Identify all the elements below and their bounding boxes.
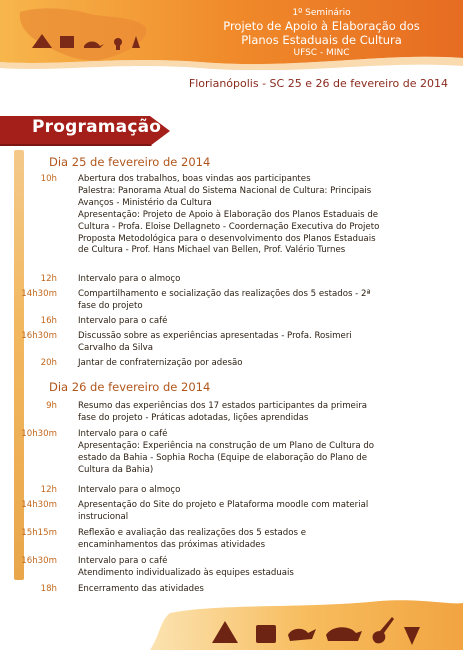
- description-line: Carvalho da Silva: [78, 342, 154, 353]
- description-line: instrucional: [78, 511, 129, 522]
- schedule-time: 16h30m: [21, 331, 57, 341]
- city-date: Florianópolis - SC 25 e 26 de fevereiro de 2014: [188, 77, 448, 90]
- schedule-description: [78, 528, 446, 552]
- schedule-description: [78, 358, 446, 370]
- description-line: Apresentação: Experiência na construção de um Plano de Cultura do: [78, 440, 375, 451]
- description-line: Intervalo para o almoço: [78, 274, 181, 284]
- schedule-description: [78, 485, 446, 497]
- schedule-description: [78, 556, 446, 580]
- schedule-time: 16h30m: [21, 556, 57, 566]
- description-line: fase do projeto: [78, 300, 143, 311]
- timeline-rule: [14, 150, 24, 580]
- schedule-time: 20h: [40, 358, 57, 368]
- schedule-time: 9h: [46, 401, 57, 411]
- description-line: Intervalo para o café: [78, 556, 168, 566]
- project-title-line1: Projeto de Apoio à Elaboração dos: [223, 19, 420, 33]
- description-line: encaminhamentos das próximas atividades: [78, 539, 266, 550]
- program-title: Programação: [32, 117, 162, 137]
- schedule-description: [78, 316, 446, 328]
- description-line: Apresentação do Site do projeto e Plataforma moodle com material: [78, 500, 369, 510]
- schedule-description: [78, 174, 446, 257]
- seminar-number: 1º Seminário: [292, 8, 351, 18]
- schedule-time: 14h30m: [21, 289, 57, 299]
- description-line: Intervalo para o café: [78, 316, 168, 326]
- schedule-description: [78, 401, 446, 425]
- day-heading: Dia 25 de fevereiro de 2014: [49, 155, 211, 169]
- description-line: Abertura dos trabalhos, boas vindas aos participantes: [78, 174, 311, 184]
- schedule-time: 10h: [40, 174, 57, 184]
- organizers: UFSC - MINC: [293, 48, 350, 58]
- schedule-time: 12h: [40, 274, 57, 284]
- description-line: Discussão sobre as experiências apresentadas - Profa. Rosimeri: [78, 331, 352, 341]
- description-line: Avanços - Ministério da Cultura: [78, 197, 212, 208]
- schedule-time: 12h: [40, 485, 57, 495]
- description-line: Compartilhamento e socialização das realizações dos 5 estados - 2ª: [78, 289, 371, 299]
- project-title-line2: Planos Estaduais de Cultura: [241, 33, 402, 47]
- schedule-description: [78, 331, 446, 355]
- description-line: Encerramento das atividades: [78, 584, 204, 594]
- description-line: fase do projeto - Práticas adotadas, lições aprendidas: [78, 412, 309, 423]
- schedule-time: 16h: [40, 316, 57, 326]
- description-line: Proposta Metodológica para o desenvolvimento dos Planos Estaduais: [78, 233, 376, 244]
- description-line: Atendimento individualizado às equipes estaduais: [78, 567, 294, 578]
- schedule-time: 15h15m: [21, 528, 57, 538]
- description-line: Cultura - Profa. Eloise Dellagneto - Coordernação Executiva do Projeto: [78, 221, 380, 232]
- description-line: Apresentação: Projeto de Apoio à Elaboração dos Planos Estaduais de: [78, 209, 379, 220]
- schedule-time: 14h30m: [21, 500, 57, 510]
- schedule-description: [78, 500, 446, 524]
- schedule-description: [78, 274, 446, 286]
- schedule-time: 18h: [40, 584, 57, 594]
- footer-decoration: [0, 595, 463, 650]
- schedule-time: 10h30m: [21, 429, 57, 439]
- day-heading: Dia 26 de fevereiro de 2014: [49, 380, 211, 394]
- schedule-description: [78, 289, 446, 313]
- description-line: Intervalo para o almoço: [78, 485, 181, 495]
- description-line: Resumo das experiências dos 17 estados participantes da primeira: [78, 401, 368, 411]
- description-line: Reflexão e avaliação das realizações dos 5 estados e: [78, 528, 307, 538]
- description-line: de Cultura - Prof. Hans Michael van Bellen, Prof. Valério Turnes: [78, 245, 346, 256]
- description-line: Cultura da Bahia): [78, 464, 154, 475]
- description-line: Intervalo para o café: [78, 429, 168, 439]
- header-title-block: [180, 8, 463, 59]
- description-line: estado da Bahia - Sophia Rocha (Equipe de elaboração do Plano de: [78, 452, 368, 463]
- description-line: Palestra: Panorama Atual do Sistema Nacional de Cultura: Principais: [78, 185, 372, 196]
- drum-icon: [256, 625, 276, 643]
- schedule-description: [78, 429, 446, 477]
- description-line: Jantar de confraternização por adesão: [78, 358, 243, 368]
